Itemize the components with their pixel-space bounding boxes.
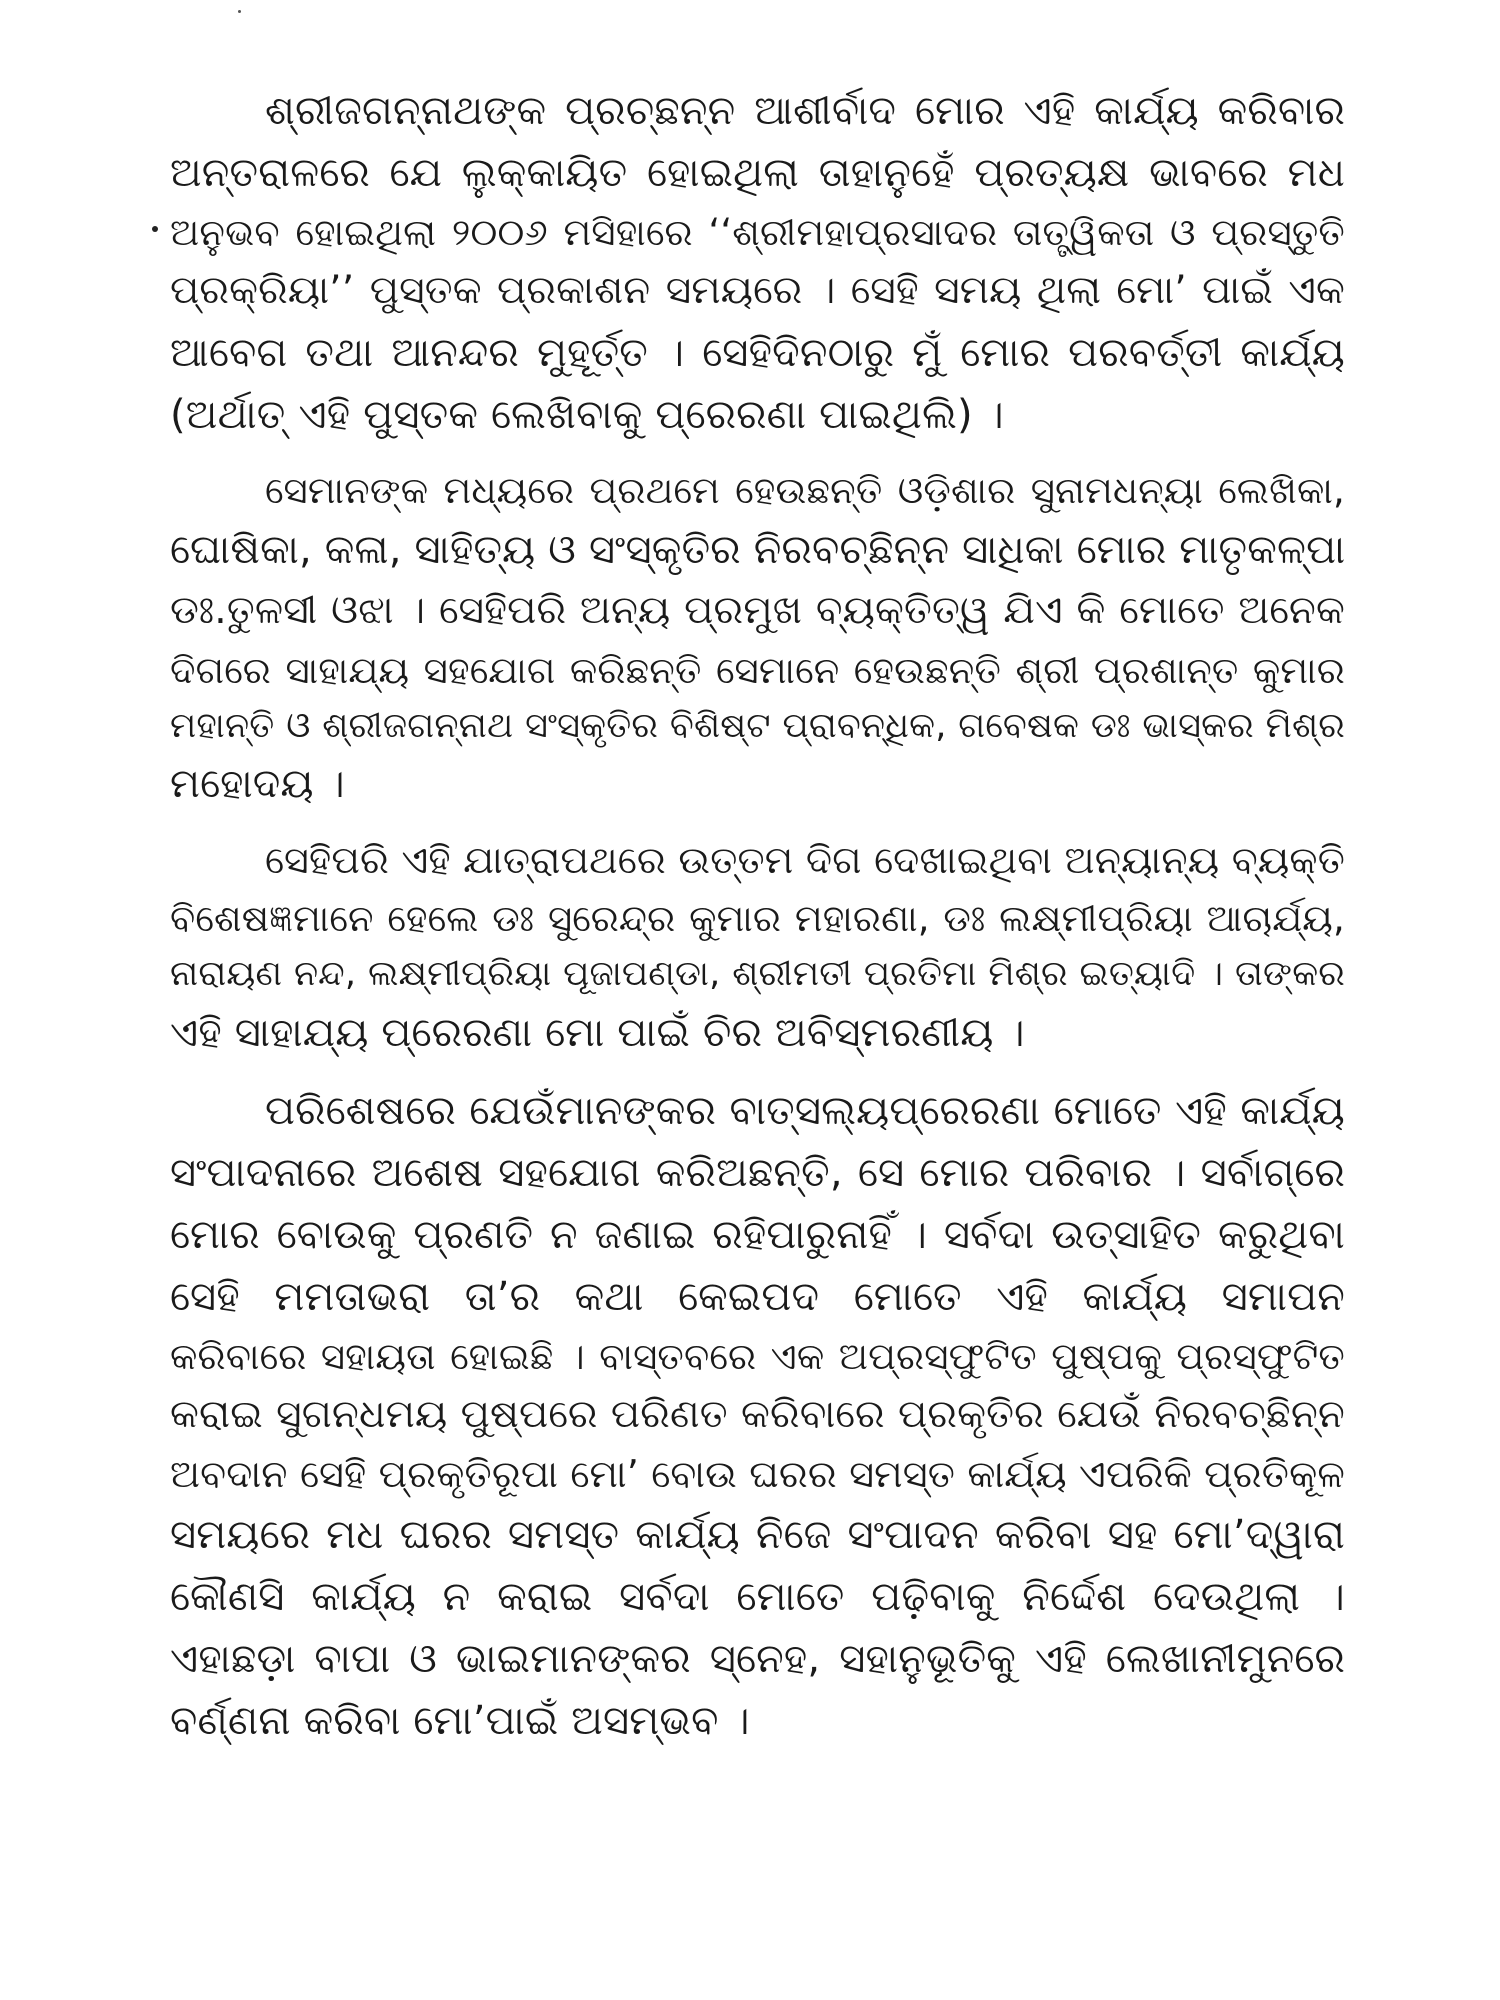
text-line: ନାରାୟଣ ନନ୍ଦ, ଲକ୍ଷ୍ମୀପ୍ରିୟା ପୂଜାପଣ୍ଡା, ଶ୍ରୀମତୀ ପ୍ରତିମା ମିଶ୍ର ଇତ୍ୟାଦି । ତାଙ୍କର: [170, 954, 1345, 995]
paragraph-2: [170, 462, 1345, 815]
text-line: ଶ୍ରୀଜଗନ୍ନାଥଙ୍କ ପ୍ରଚ୍ଛନ୍ନ ଆଶୀର୍ବାଦ ମୋର ଏହି କାର୍ଯ୍ୟ କରିବାର: [265, 88, 1345, 134]
page-speck: [238, 10, 241, 13]
paragraph-3: [170, 831, 1345, 1063]
document-page: [170, 80, 1345, 1768]
text-line: ପରିଶେଷରେ ଯେଉଁମାନଙ୍କର ବାତ୍ସଲ୍ୟପ୍ରେରଣା ମୋତେ ଏହି କାର୍ଯ୍ୟ: [265, 1087, 1345, 1134]
text-line: ସେମାନଙ୍କ ମଧ୍ୟରେ ପ୍ରଥମେ ହେଉଛନ୍ତି ଓଡ଼ିଶାର ସୁନାମଧନ୍ୟା ଲେଖିକା,: [265, 468, 1345, 512]
text-line: ବିଶେଷଜ୍ଞମାନେ ହେଲେ ଡଃ ସୁରେନ୍ଦ୍ର କୁମାର ମହାରଣା, ଡଃ ଲକ୍ଷ୍ମୀପ୍ରିୟା ଆଚାର୍ଯ୍ୟ,: [170, 897, 1345, 941]
text-line: ଅନ୍ତରାଳରେ ଯେ ଲୁକ୍କାୟିତ ହୋଇଥିଲା ତାହାନୁହେଁ ପ୍ରତ୍ୟକ୍ଷ ଭାବରେ ମଧ: [170, 150, 1345, 196]
margin-dot: [152, 226, 158, 232]
text-line: କୌଣସି କାର୍ଯ୍ୟ ନ କରାଇ ସର୍ବଦା ମୋତେ ପଢ଼ିବାକୁ ନିର୍ଦ୍ଦେଶ ଦେଉଥିଲା ।: [170, 1574, 1345, 1621]
text-line: ଦିଗରେ ସାହାଯ୍ୟ ସହଯୋଗ କରିଛନ୍ତି ସେମାନେ ହେଉଛନ୍ତି ଶ୍ରୀ ପ୍ରଶାନ୍ତ କୁମାର: [170, 648, 1345, 692]
text-line: ଏହାଛଡ଼ା ବାପା ଓ ଭାଇମାନଙ୍କର ସ୍ନେହ, ସହାନୁଭୂତିକୁ ଏହି ଲେଖାନୀମୁନରେ: [170, 1636, 1345, 1683]
paragraph-1: [170, 80, 1345, 446]
text-line: ସେହି ମମତାଭରା ତା’ର କଥା କେଇପଦ ମୋତେ ଏହି କାର୍ଯ୍ୟ ସମାପନ: [170, 1273, 1345, 1320]
text-line: ବର୍ଣ୍ଣନା କରିବା ମୋ’ପାଇଁ ଅସମ୍ଭବ ।: [170, 1698, 750, 1745]
paragraph-4: [170, 1080, 1345, 1753]
text-line: ଆବେଗ ତଥା ଆନନ୍ଦର ମୁହୂର୍ତ୍ତ । ସେହିଦିନଠାରୁ ମୁଁ ମୋର ପରବର୍ତ୍ତୀ କାର୍ଯ୍ୟ: [170, 329, 1345, 376]
text-line: କରିବାରେ ସହାୟତା ହୋଇଛି । ବାସ୍ତବରେ ଏକ ଅପ୍ରସ୍ଫୁଟିତ ପୁଷ୍ପକୁ ପ୍ରସ୍ଫୁଟିତ: [170, 1334, 1345, 1378]
text-line: ମୋର ବୋଉକୁ ପ୍ରଣତି ନ ଜଣାଇ ରହିପାରୁନାହିଁ । ସର୍ବଦା ଉତ୍ସାହିତ କରୁଥିବା: [170, 1211, 1345, 1258]
text-line: (ଅର୍ଥାତ୍ ଏହି ପୁସ୍ତକ ଲେଖିବାକୁ ପ୍ରେରଣା ପାଇଥିଲି) ।: [170, 391, 1004, 438]
text-line: ଘୋଷିକା, କଳା, ସାହିତ୍ୟ ଓ ସଂସ୍କୃତିର ନିରବଚ୍ଛିନ୍ନ ସାଧିକା ମୋର ମାତୃକଳ୍ପା: [170, 527, 1345, 574]
text-line: ଏହି ସାହାଯ୍ୟ ପ୍ରେରଣା ମୋ ପାଇଁ ଚିର ଅବିସ୍ମରଣୀୟ ।: [170, 1009, 1025, 1056]
text-line: ପ୍ରକ୍ରିୟା’’ ପୁସ୍ତକ ପ୍ରକାଶନ ସମୟରେ । ସେହି ସମୟ ଥିଲା ମୋ’ ପାଇଁ ଏକ: [170, 268, 1345, 314]
text-line: ଅବଦାନ ସେହି ପ୍ରକୃତିରୂପା ମୋ’ ବୋଉ ଘରର ସମସ୍ତ କାର୍ଯ୍ୟ ଏପରିକି ପ୍ରତିକୂଳ: [170, 1452, 1345, 1497]
text-line: ଅନୁଭବ ହୋଇଥିଲା ୨୦୦୬ ମସିହାରେ ‘‘ଶ୍ରୀମହାପ୍ରସାଦର ତାତ୍ତ୍ୱିକତା ଓ ପ୍ରସ୍ତୁତି: [170, 211, 1345, 254]
text-line: ସଂପାଦନାରେ ଅଶେଷ ସହଯୋଗ କରିଅଛନ୍ତି, ସେ ମୋର ପରିବାର । ସର୍ବାଗ୍ରେ: [170, 1149, 1345, 1196]
text-line: ମହାନ୍ତି ଓ ଶ୍ରୀଜଗନ୍ନାଥ ସଂସ୍କୃତିର ବିଶିଷ୍ଟ ପ୍ରାବନ୍ଧିକ, ଗବେଷକ ଡଃ ଭାସ୍କର ମିଶ୍ର: [170, 705, 1345, 746]
text-line: ସମୟରେ ମଧ ଘରର ସମସ୍ତ କାର୍ଯ୍ୟ ନିଜେ ସଂପାଦନ କରିବା ସହ ମୋ’ଦ୍ୱାରା: [170, 1512, 1345, 1559]
text-line: ସେହିପରି ଏହି ଯାତ୍ରାପଥରେ ଉତ୍ତମ ଦିଗ ଦେଖାଇଥିବା ଅନ୍ୟାନ୍ୟ ବ୍ୟକ୍ତି: [265, 838, 1345, 883]
text-line: ଡଃ.ତୁଳସୀ ଓଝା । ସେହିପରି ଅନ୍ୟ ପ୍ରମୁଖ ବ୍ୟକ୍ତିତ୍ୱ ଯିଏ କି ମୋତେ ଅନେକ: [170, 588, 1345, 634]
text-line: କରାଇ ସୁଗନ୍ଧମୟ ପୁଷ୍ପରେ ପରିଣତ କରିବାରେ ପ୍ରକୃତିର ଯେଉଁ ନିରବଚ୍ଛିନ୍ନ: [170, 1391, 1345, 1437]
text-line: ମହୋଦୟ ।: [170, 761, 345, 808]
